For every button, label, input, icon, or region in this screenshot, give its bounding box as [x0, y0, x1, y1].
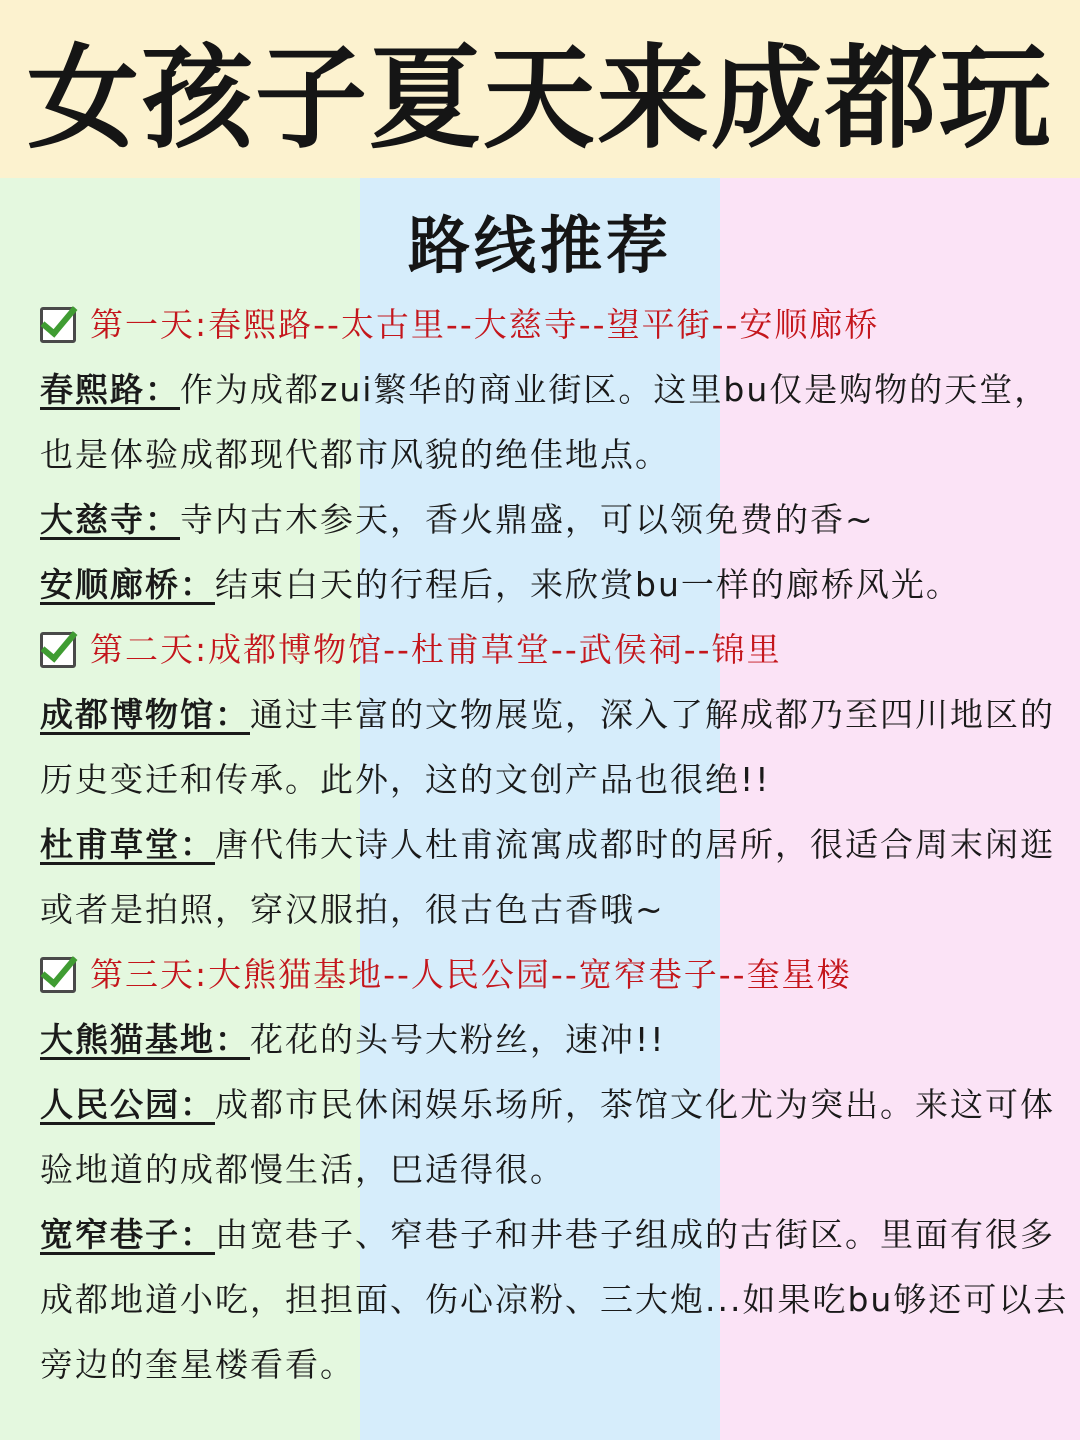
- checkbox-checked-icon: [40, 957, 76, 993]
- spot-entry: [40, 552, 1070, 617]
- spot-name: 春熙路：: [40, 370, 180, 409]
- spot-name: 安顺廊桥：: [40, 565, 215, 604]
- spot-name: 杜甫草堂：: [40, 825, 215, 864]
- spot-entry: [40, 1007, 1070, 1072]
- day-heading: [40, 617, 1070, 682]
- spot-entry: [40, 812, 1070, 942]
- spot-entry: [40, 357, 1070, 487]
- itinerary: [40, 292, 1070, 1397]
- spot-name: 人民公园：: [40, 1085, 215, 1124]
- spot-name: 大慈寺：: [40, 500, 180, 539]
- day-heading: [40, 942, 1070, 1007]
- spot-description: 唐代伟大诗人杜甫流寓成都时的居所，很适合周末闲逛或者是拍照，穿汉服拍，很古色古香哦~: [40, 825, 1055, 929]
- day-heading: [40, 292, 1070, 357]
- spot-description: 通过丰富的文物展览，深入了解成都乃至四川地区的历史变迁和传承。此外，这的文创产品也很绝!!: [40, 695, 1055, 799]
- checkbox-checked-icon: [40, 632, 76, 668]
- spot-entry: [40, 1202, 1070, 1397]
- day-heading-text: 第一天:春熙路--太古里--大慈寺--望平街--安顺廊桥: [90, 305, 880, 344]
- page-title: 女孩子夏天来成都玩: [27, 33, 1053, 164]
- title-banner: [0, 0, 1080, 178]
- spot-entry: [40, 487, 1070, 552]
- checkbox-checked-icon: [40, 307, 76, 343]
- spot-entry: [40, 682, 1070, 812]
- spot-description: 作为成都zui繁华的商业街区。这里bu仅是购物的天堂，也是体验成都现代都市风貌的绝佳地点。: [40, 370, 1050, 474]
- spot-description: 结束白天的行程后，来欣赏bu一样的廊桥风光。: [215, 565, 961, 604]
- day-heading-text: 第二天:成都博物馆--杜甫草堂--武侯祠--锦里: [90, 630, 782, 669]
- spot-entry: [40, 1072, 1070, 1202]
- day-heading-text: 第三天:大熊猫基地--人民公园--宽窄巷子--奎星楼: [90, 955, 852, 994]
- spot-description: 寺内古木参天，香火鼎盛，可以领免费的香~: [180, 500, 875, 539]
- spot-description: 花花的头号大粉丝，速冲!!: [250, 1020, 666, 1059]
- spot-name: 成都博物馆：: [40, 695, 250, 734]
- spot-name: 宽窄巷子：: [40, 1215, 215, 1254]
- spot-description: 由宽巷子、窄巷子和井巷子组成的古街区。里面有很多成都地道小吃，担担面、伤心凉粉、三大炮...如果吃bu够还可以去旁边的奎星楼看看。: [40, 1215, 1069, 1384]
- spot-name: 大熊猫基地：: [40, 1020, 250, 1059]
- page-subtitle: 路线推荐: [407, 209, 672, 282]
- spot-description: 成都市民休闲娱乐场所，茶馆文化尤为突出。来这可体验地道的成都慢生活，巴适得很。: [40, 1085, 1055, 1189]
